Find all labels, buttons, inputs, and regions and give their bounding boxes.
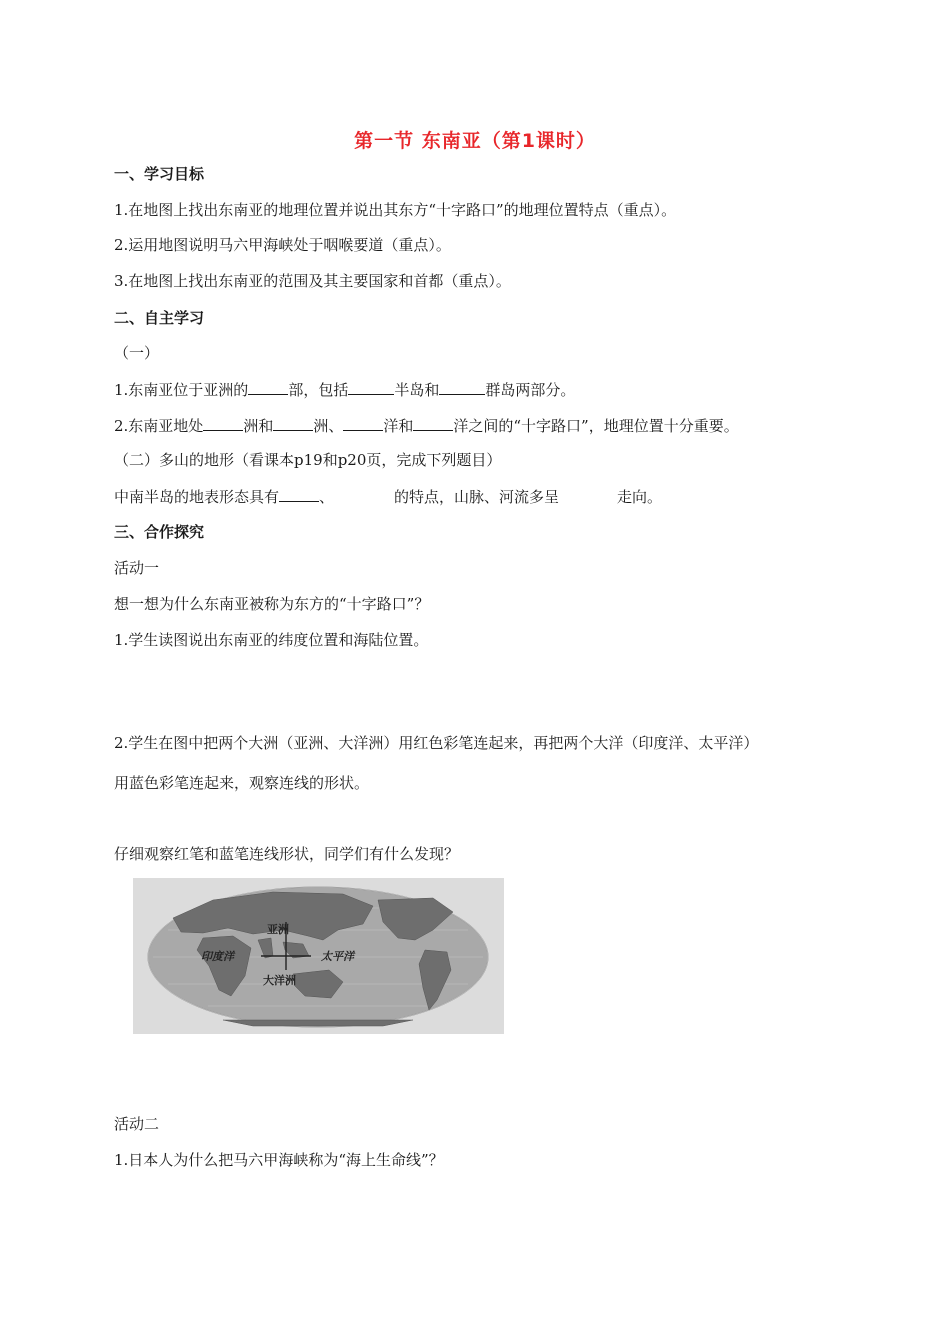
answer-blank[interactable] [413, 415, 453, 431]
question-2-part-b: 洲和 [243, 417, 274, 435]
activity-1-item-1: 1.学生读图说出东南亚的纬度位置和海陆位置。 [114, 631, 429, 649]
question-2-part-e: 洋之间的“十字路口”，地理位置十分重要。 [453, 417, 739, 435]
question-1 [114, 379, 575, 400]
question-2-part-c: 洲、 [313, 417, 344, 435]
activity-1-item-2-line-2: 用蓝色彩笔连起来，观察连线的形状。 [114, 774, 370, 792]
activity-1-label: 活动一 [114, 559, 160, 577]
activity-1-item-2-line-1: 2.学生在图中把两个大洲（亚洲、大洋洲）用红色彩笔连起来，再把两个大洋（印度洋、太平洋） [114, 734, 759, 752]
question-2-part-a: 2.东南亚地处 [114, 417, 204, 435]
antarctica-shape [223, 1020, 413, 1026]
activity-1-prompt: 想一想为什么东南亚被称为东方的“十字路口”？ [114, 595, 430, 613]
map-label-pacific-ocean: 太平洋 [321, 950, 354, 963]
answer-blank[interactable] [248, 379, 288, 395]
section-heading-explore: 三、合作探究 [114, 523, 205, 541]
answer-blank[interactable] [273, 415, 313, 431]
section-heading-self-study: 二、自主学习 [114, 309, 205, 327]
question-3-part-c: 的特点，山脉、河流多呈 [394, 488, 560, 506]
goal-item-2: 2.运用地图说明马六甲海峡处于咽喉要道（重点）。 [114, 236, 451, 254]
question-2-part-d: 洋和 [383, 417, 414, 435]
answer-blank[interactable] [203, 415, 243, 431]
question-3-part-b: 、 [319, 488, 335, 506]
question-3-part-d: 走向。 [617, 488, 663, 506]
question-3-part-a: 中南半岛的地表形态具有 [114, 488, 280, 506]
answer-blank[interactable] [279, 486, 319, 502]
activity-2-label: 活动二 [114, 1115, 160, 1133]
world-map-graphic [133, 878, 504, 1034]
question-1-part-d: 群岛两部分。 [485, 381, 576, 399]
map-label-asia: 亚洲 [267, 923, 289, 936]
page-title: 第一节 东南亚（第1课时） [354, 130, 596, 152]
goal-item-3: 3.在地图上找出东南亚的范围及其主要国家和首都（重点）。 [114, 272, 511, 290]
answer-blank[interactable] [439, 379, 485, 395]
answer-blank[interactable] [348, 379, 394, 395]
question-3 [114, 486, 662, 507]
subsection-label-2: （二）多山的地形（看课本p19和p20页，完成下列题目） [114, 451, 502, 469]
observation-prompt: 仔细观察红笔和蓝笔连线形状，同学们有什么发现？ [114, 845, 460, 863]
question-1-part-b: 部，包括 [288, 381, 349, 399]
question-2 [114, 415, 739, 436]
subsection-label-1: （一） [114, 344, 160, 362]
section-heading-goals: 一、学习目标 [114, 165, 205, 183]
answer-blank[interactable] [343, 415, 383, 431]
activity-2-question-1: 1.日本人为什么把马六甲海峡称为“海上生命线”？ [114, 1151, 444, 1169]
world-map-image [133, 878, 504, 1034]
map-label-oceania: 大洋洲 [263, 974, 296, 987]
goal-item-1: 1.在地图上找出东南亚的地理位置并说出其东方“十字路口”的地理位置特点（重点）。 [114, 201, 677, 219]
question-1-part-c: 半岛和 [394, 381, 440, 399]
map-label-indian-ocean: 印度洋 [201, 950, 234, 963]
question-1-part-a: 1.东南亚位于亚洲的 [114, 381, 249, 399]
